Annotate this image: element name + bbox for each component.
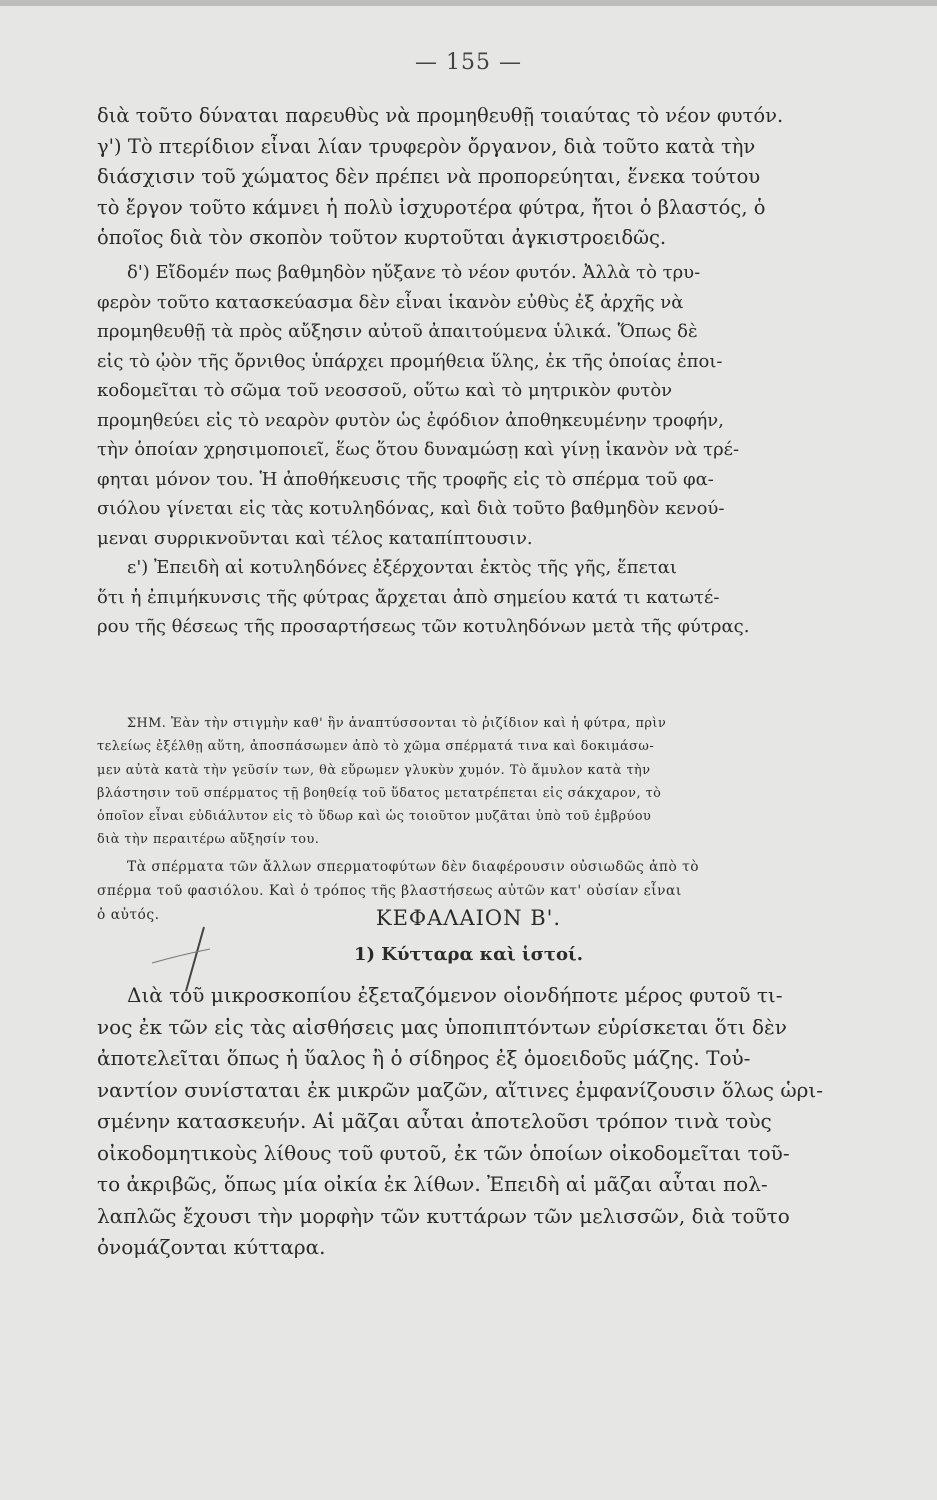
text-line: το ἀκριβῶς, ὅπως μία οἰκία ἐκ λίθων. Ἐπειδὴ αἱ μᾶζαι αὗται πολ- (97, 1172, 768, 1196)
chapter-heading: ΚΕΦΑΛΑΙΟΝ Β'. (375, 906, 562, 930)
text-line: ἀποτελεῖται ὅπως ἡ ὕαλος ἢ ὁ σίδηρος ἐξ ὁμοειδοῦς μάζης. Τοὐ- (97, 1046, 751, 1070)
note-line: ΣΗΜ. Ἐὰν τὴν στιγμὴν καθ' ἣν ἀναπτύσσονται τὸ ῥιζίδιον καὶ ἡ φύτρα, πρὶν (127, 716, 667, 731)
text-line: ὀνομάζονται κύτταρα. (97, 1235, 326, 1259)
text-line: Διὰ τοῦ μικροσκοπίου ἐξεταζόμενον οἱονδήποτε μέρος φυτοῦ τι- (127, 983, 783, 1007)
page-number: — 155 — (415, 50, 522, 75)
text-line: φηται μόνον του. Ἡ ἀποθήκευσις τῆς τροφῆς εἰς τὸ σπέρμα τοῦ φα- (97, 468, 714, 490)
text-line: τὴν ὁποίαν χρησιμοποιεῖ, ἕως ὅτου δυναμώσῃ καὶ γίνῃ ἱκανὸν νὰ τρέ- (97, 439, 740, 460)
note-paragraph (97, 712, 852, 852)
text-line: εἰς τὸ ᾠὸν τῆς ὄρνιθος ὑπάρχει προμήθεια ὕλης, ἐκ τῆς ὁποίας ἐποι- (97, 350, 723, 372)
text-line: ὁποῖος διὰ τὸν σκοπὸν τοῦτον κυρτοῦται ἀγκιστροειδῶς. (97, 226, 667, 249)
text-line: δ') Εἴδομέν πως βαθμηδὸν ηὔξανε τὸ νέον φυτόν. Ἀλλὰ τὸ τρυ- (127, 262, 701, 283)
text-line: ὅτι ἡ ἐπιμήκυνσις τῆς φύτρας ἄρχεται ἀπὸ σημείου κατά τι κατωτέ- (97, 586, 720, 608)
paragraph-growth (97, 101, 852, 254)
text-line: κοδομεῖται τὸ σῶμα τοῦ νεοσσοῦ, οὕτω καὶ τὸ μητρικὸν φυτὸν (97, 380, 673, 401)
text-line: διάσχισιν τοῦ χώματος δὲν πρέπει νὰ προπορεύηται, ἕνεκα τούτου (97, 165, 761, 188)
paragraph-nutrition (97, 258, 852, 642)
note-line: ὁ αὐτός. (97, 907, 160, 923)
text-line: μεναι συρρικνοῦνται καὶ τέλος καταπίπτουσιν. (97, 527, 533, 549)
text-line: φερὸν τοῦτο κατασκεύασμα δὲν εἶναι ἱκανὸν εὐθὺς ἐξ ἀρχῆς νὰ (97, 291, 684, 313)
text-line: προμηθεύει εἰς τὸ νεαρὸν φυτὸν ὡς ἐφόδιον ἀποθηκευμένην τροφήν, (97, 409, 724, 431)
text-line: γ') Τὸ πτερίδιον εἶναι λίαν τρυφερὸν ὄργανον, διὰ τοῦτο κατὰ τὴν (97, 134, 756, 158)
note-line: τελείως ἐξέλθῃ αὕτη, ἀποσπάσωμεν ἀπὸ τὸ χῶμα σπέρματά τινα καὶ δοκιμάσω- (97, 739, 655, 755)
text-line: ε') Ἐπειδὴ αἱ κοτυληδόνες ἐξέρχονται ἐκτὸς τῆς γῆς, ἕπεται (127, 557, 677, 578)
page-top-edge (0, 0, 937, 6)
text-line: διὰ τοῦτο δύναται παρευθὺς νὰ προμηθευθῇ τοιαύτας τὸ νέον φυτόν. (97, 104, 784, 127)
section-heading: 1) Κύτταρα καὶ ἱστοί. (354, 944, 583, 965)
text-line: προμηθευθῇ τὰ πρὸς αὔξησιν αὐτοῦ ἀπαιτούμενα ὑλικά. Ὅπως δὲ (97, 321, 698, 342)
note-line: Τὰ σπέρματα τῶν ἄλλων σπερματοφύτων δὲν διαφέρουσιν οὐσιωδῶς ἀπὸ τὸ (127, 859, 700, 875)
note-line: διὰ τὴν περαιτέρω αὔξησίν του. (97, 832, 320, 848)
text-line: σμένην κατασκευήν. Αἱ μᾶζαι αὗται ἀποτελοῦσι τρόπον τινὰ τοὺς (97, 1109, 772, 1133)
note-line: σπέρμα τοῦ φασιόλου. Καὶ ὁ τρόπος τῆς βλαστήσεως αὐτῶν κατ' οὐσίαν εἶναι (97, 883, 682, 899)
text-line: τὸ ἔργον τοῦτο κάμνει ἡ πολὺ ἰσχυροτέρα φύτρα, ἤτοι ὁ βλαστός, ὁ (97, 195, 766, 219)
paragraph-cells (97, 980, 852, 1264)
text-line: νος ἐκ τῶν εἰς τὰς αἰσθήσεις μας ὑποπιπτόντων εὑρίσκεται ὅτι δὲν (97, 1014, 787, 1039)
text-line: λαπλῶς ἔχουσι τὴν μορφὴν τῶν κυττάρων τῶν μελισσῶν, διὰ τοῦτο (97, 1203, 790, 1228)
text-line: σιόλου γίνεται εἰς τὰς κοτυληδόνας, καὶ διὰ τοῦτο βαθμηδὸν κενού- (97, 498, 725, 519)
text-line: ναντίον συνίσταται ἐκ μικρῶν μαζῶν, αἵτινες ἐμφανίζουσιν ὅλως ὡρι- (97, 1077, 823, 1102)
note-line: μεν αὐτὰ κατὰ τὴν γεῦσίν των, θὰ εὕρωμεν γλυκὺν χυμόν. Τὸ ἄμυλον κατὰ τὴν (97, 762, 651, 778)
note-line: βλάστησιν τοῦ σπέρματος τῇ βοηθείᾳ τοῦ ὕδατος μετατρέπεται εἰς σάκχαρον, τὸ (97, 785, 662, 801)
text-line: ρου τῆς θέσεως τῆς προσαρτήσεως τῶν κοτυληδόνων μετὰ τῆς φύτρας. (97, 616, 750, 637)
text-line: οἰκοδομητικοὺς λίθους τοῦ φυτοῦ, ἐκ τῶν ὁποίων οἰκοδομεῖται τοῦ- (97, 1140, 790, 1165)
note-line: ὁποῖον εἶναι εὐδιάλυτον εἰς τὸ ὕδωρ καὶ ὡς τοιοῦτον μυζᾶται ὑπὸ τοῦ ἐμβρύου (97, 809, 652, 825)
